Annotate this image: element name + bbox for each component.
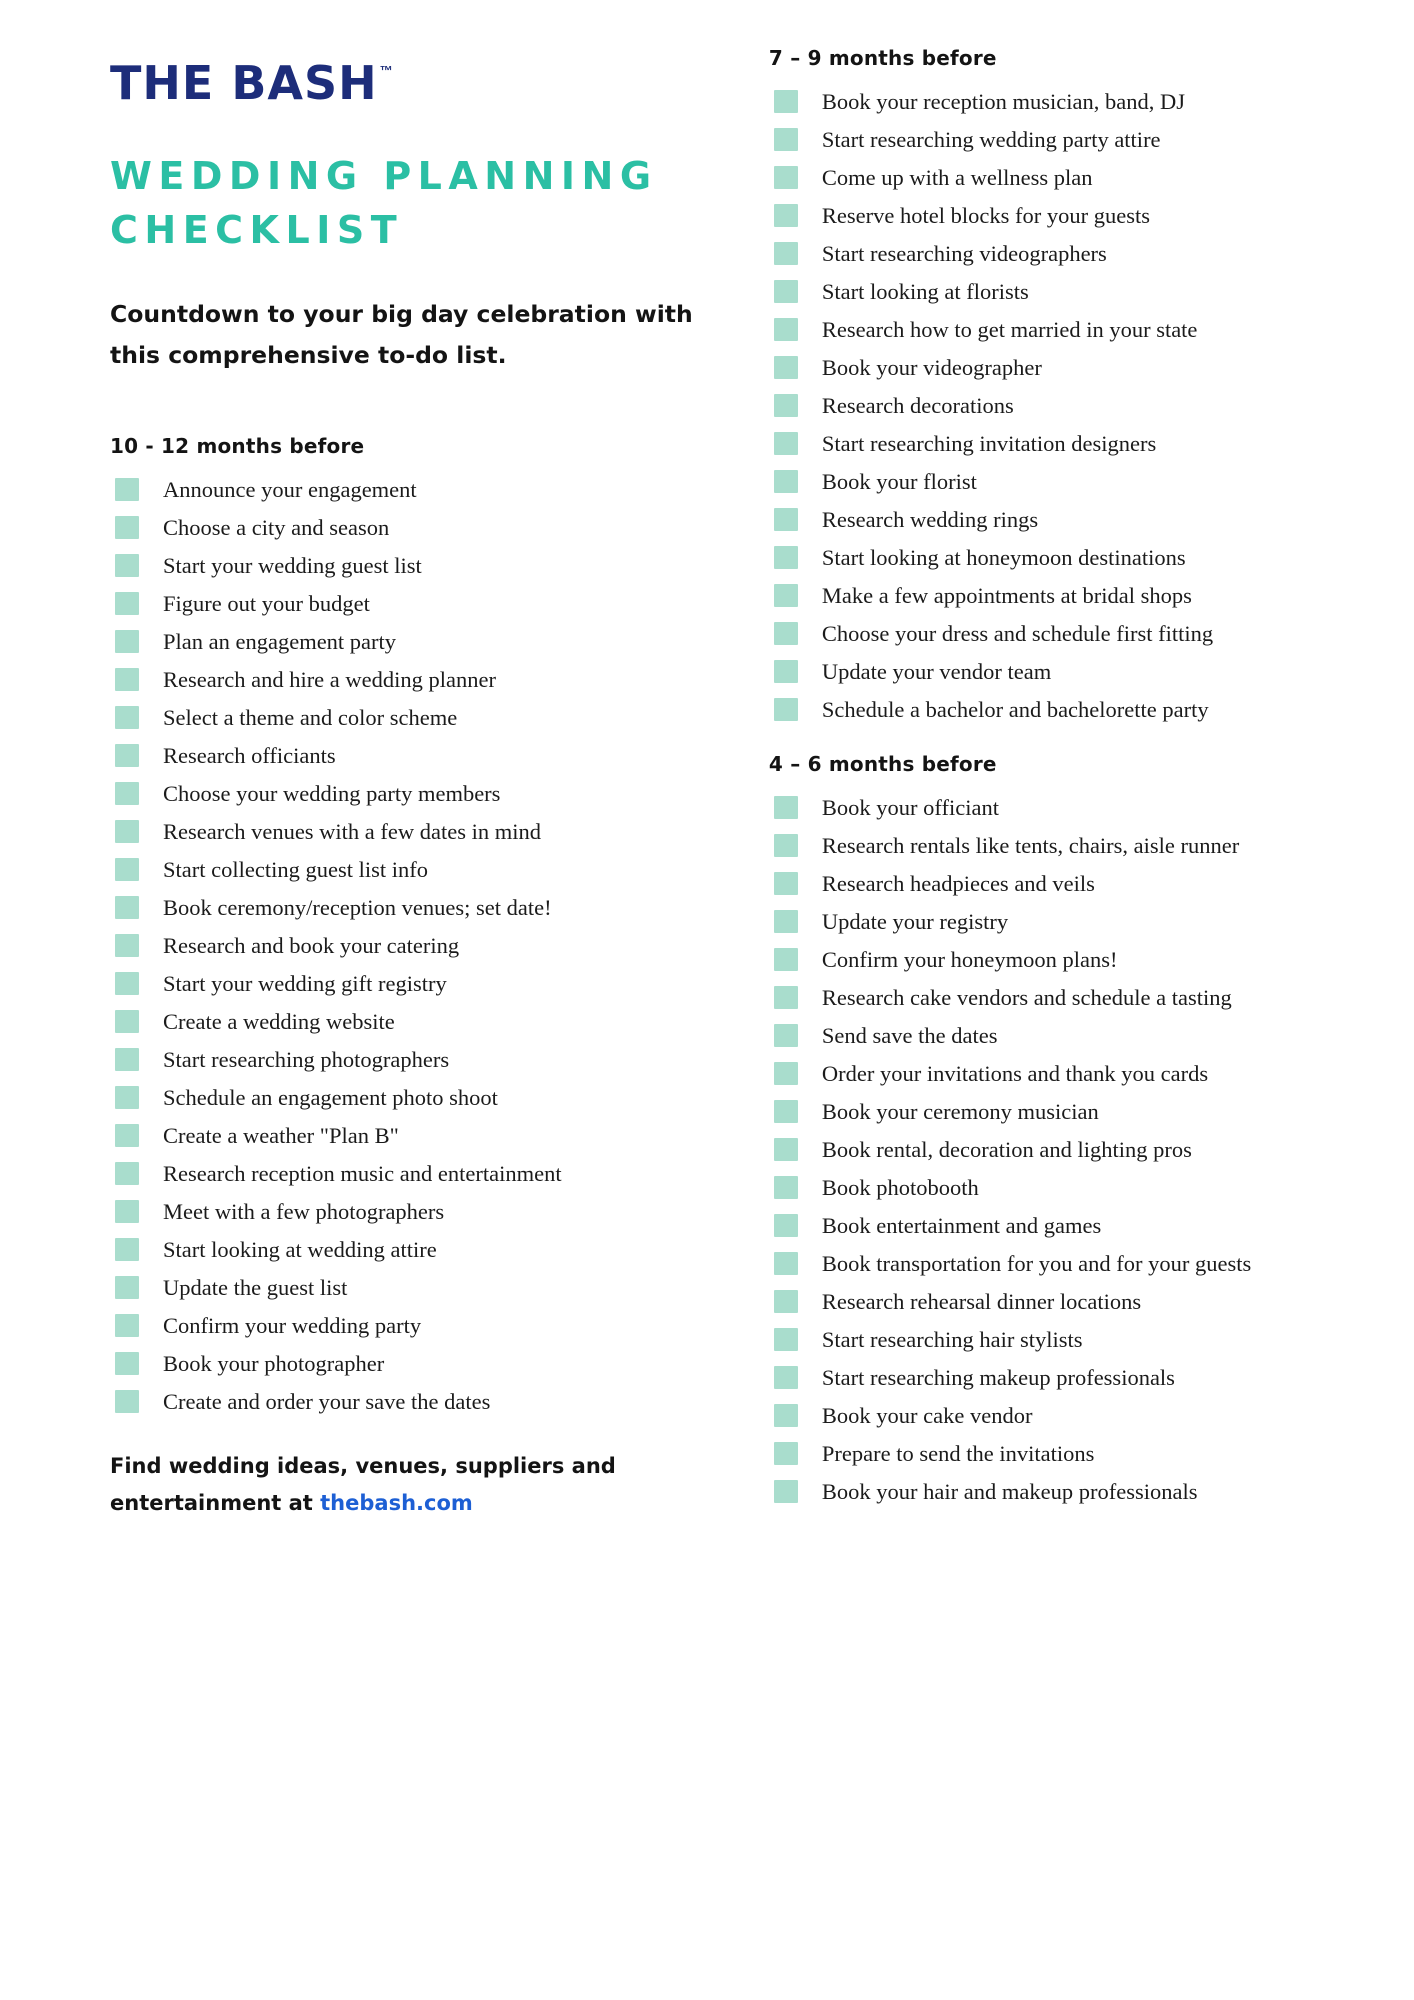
- checkbox-icon[interactable]: [774, 90, 798, 113]
- checklist-item-label: Start looking at wedding attire: [163, 1236, 437, 1262]
- checklist-item[interactable]: [110, 850, 739, 888]
- checkbox-icon[interactable]: [115, 1048, 139, 1071]
- checklist-item[interactable]: [110, 470, 739, 508]
- checkbox-icon[interactable]: [115, 1238, 139, 1261]
- checkbox-icon[interactable]: [115, 1314, 139, 1337]
- checkbox-icon[interactable]: [774, 470, 798, 493]
- checklist-item-label: Research rentals like tents, chairs, aisle runner: [821, 832, 1240, 858]
- checkbox-icon[interactable]: [774, 1290, 798, 1313]
- checklist-item[interactable]: [769, 538, 1354, 576]
- checklist-item[interactable]: [769, 652, 1354, 690]
- checklist-item[interactable]: [110, 1116, 739, 1154]
- checklist-item-label: Update your registry: [821, 908, 1009, 934]
- checklist-item-label: Research cake vendors and schedule a tasting: [821, 984, 1232, 1010]
- checkbox-icon[interactable]: [115, 1010, 139, 1033]
- checklist-item-label: Book rental, decoration and lighting pros: [821, 1136, 1192, 1162]
- checklist-item-label: Plan an engagement party: [163, 628, 397, 654]
- checklist-item[interactable]: [769, 576, 1354, 614]
- checklist-item[interactable]: [769, 424, 1354, 462]
- checkbox-icon[interactable]: [774, 986, 798, 1009]
- checkbox-icon[interactable]: [774, 242, 798, 265]
- checklist-item-label: Create a wedding website: [163, 1008, 395, 1034]
- checklist-item[interactable]: [110, 1192, 739, 1230]
- checkbox-icon[interactable]: [115, 782, 139, 805]
- checklist-item[interactable]: [769, 1282, 1354, 1320]
- checklist-item-label: Book ceremony/reception venues; set date!: [163, 894, 552, 920]
- checklist-item[interactable]: [769, 1396, 1354, 1434]
- checklist-item-label: Confirm your honeymoon plans!: [821, 946, 1118, 972]
- checklist-item-label: Book your reception musician, band, DJ: [821, 88, 1185, 114]
- checklist-item[interactable]: [769, 978, 1354, 1016]
- checklist-item[interactable]: [110, 888, 739, 926]
- checkbox-icon[interactable]: [774, 1100, 798, 1123]
- checklist-item[interactable]: [769, 1244, 1354, 1282]
- checkbox-icon[interactable]: [115, 1124, 139, 1147]
- checkbox-icon[interactable]: [774, 432, 798, 455]
- checklist-item[interactable]: [769, 1434, 1354, 1472]
- checklist-item[interactable]: [110, 698, 739, 736]
- checkbox-icon[interactable]: [115, 630, 139, 653]
- checkbox-icon[interactable]: [774, 910, 798, 933]
- checklist-item-label: Prepare to send the invitations: [821, 1440, 1095, 1466]
- checkbox-icon[interactable]: [774, 948, 798, 971]
- checkbox-icon[interactable]: [115, 972, 139, 995]
- checkbox-icon[interactable]: [774, 834, 798, 857]
- checklist-item[interactable]: [769, 1016, 1354, 1054]
- checkbox-icon[interactable]: [774, 584, 798, 607]
- checklist-item[interactable]: [769, 1130, 1354, 1168]
- checklist-item-label: Start researching makeup professionals: [821, 1364, 1175, 1390]
- checklist-item[interactable]: [110, 812, 739, 850]
- checklist-item[interactable]: [110, 1268, 739, 1306]
- checkbox-icon[interactable]: [774, 698, 798, 721]
- checklist-item[interactable]: [769, 1054, 1354, 1092]
- section-heading-10-12-months: 10 - 12 months before: [110, 434, 365, 459]
- checklist-item-label: Start your wedding gift registry: [163, 970, 447, 996]
- checkbox-icon[interactable]: [115, 1276, 139, 1299]
- checklist-item[interactable]: [769, 348, 1354, 386]
- checklist-item[interactable]: [769, 614, 1354, 652]
- checkbox-icon[interactable]: [774, 318, 798, 341]
- checklist-item-label: Create a weather "Plan B": [163, 1122, 399, 1148]
- checklist-item-label: Create and order your save the dates: [163, 1388, 491, 1414]
- checkbox-icon[interactable]: [774, 1328, 798, 1351]
- checkbox-icon[interactable]: [774, 1404, 798, 1427]
- checklist-item-label: Choose a city and season: [163, 514, 390, 540]
- checkbox-icon[interactable]: [774, 356, 798, 379]
- checklist-item-label: Update the guest list: [163, 1274, 348, 1300]
- checklist-4-6-months: [769, 788, 1354, 1510]
- checklist-item[interactable]: [769, 690, 1354, 728]
- checklist-item[interactable]: [110, 1040, 739, 1078]
- checkbox-icon[interactable]: [115, 820, 139, 843]
- checklist-item[interactable]: [769, 1320, 1354, 1358]
- checklist-item-label: Book your photographer: [163, 1350, 385, 1376]
- checklist-item-label: Book your officiant: [821, 794, 999, 820]
- checklist-item[interactable]: [769, 940, 1354, 978]
- checkbox-icon[interactable]: [115, 1352, 139, 1375]
- checklist-item-label: Research decorations: [821, 392, 1014, 418]
- page-title: WEDDING PLANNING CHECKLIST: [110, 154, 658, 252]
- checklist-item-label: Research wedding rings: [821, 506, 1039, 532]
- checklist-item[interactable]: [110, 584, 739, 622]
- checkbox-icon[interactable]: [115, 1086, 139, 1109]
- checklist-item[interactable]: [769, 234, 1354, 272]
- checkbox-icon[interactable]: [774, 280, 798, 303]
- checkbox-icon[interactable]: [115, 706, 139, 729]
- checklist-item-label: Make a few appointments at bridal shops: [821, 582, 1192, 608]
- checklist-item-label: Send save the dates: [821, 1022, 998, 1048]
- checklist-item-label: Start researching videographers: [821, 240, 1107, 266]
- checkbox-icon[interactable]: [115, 934, 139, 957]
- checkbox-icon[interactable]: [774, 394, 798, 417]
- checklist-item[interactable]: [110, 1078, 739, 1116]
- checkbox-icon[interactable]: [774, 872, 798, 895]
- checklist-item-label: Start your wedding guest list: [163, 552, 422, 578]
- checkbox-icon[interactable]: [774, 546, 798, 569]
- checklist-item-label: Meet with a few photographers: [163, 1198, 445, 1224]
- brand-logo[interactable]: [110, 56, 739, 110]
- checklist-item-label: Book entertainment and games: [821, 1212, 1102, 1238]
- checklist-item-label: Schedule an engagement photo shoot: [163, 1084, 498, 1110]
- checklist-item-label: Announce your engagement: [163, 476, 417, 502]
- checklist-item-label: Reserve hotel blocks for your guests: [821, 202, 1150, 228]
- checklist-7-9-months: [769, 82, 1354, 728]
- checklist-item[interactable]: [769, 1472, 1354, 1510]
- checklist-item[interactable]: [769, 272, 1354, 310]
- checklist-item[interactable]: [110, 774, 739, 812]
- checkbox-icon[interactable]: [774, 1366, 798, 1389]
- checklist-item[interactable]: [769, 1206, 1354, 1244]
- checklist-item[interactable]: [110, 964, 739, 1002]
- checkbox-icon[interactable]: [115, 516, 139, 539]
- checkbox-icon[interactable]: [774, 796, 798, 819]
- checkbox-icon[interactable]: [774, 1062, 798, 1085]
- checklist-item-label: Research reception music and entertainment: [163, 1160, 562, 1186]
- checklist-item[interactable]: [110, 1230, 739, 1268]
- checklist-item[interactable]: [769, 788, 1354, 826]
- checklist-item-label: Choose your dress and schedule first fitting: [821, 620, 1214, 646]
- section-heading-7-9-months: 7 – 9 months before: [768, 46, 997, 70]
- checklist-item[interactable]: [769, 462, 1354, 500]
- checkbox-icon[interactable]: [115, 896, 139, 919]
- checklist-item-label: Book your cake vendor: [821, 1402, 1033, 1428]
- checklist-item[interactable]: [110, 508, 739, 546]
- footer-note: [110, 1448, 710, 1522]
- checkbox-icon[interactable]: [774, 1480, 798, 1503]
- checklist-item-label: Select a theme and color scheme: [163, 704, 458, 730]
- checklist-item[interactable]: [110, 1154, 739, 1192]
- checklist-item[interactable]: [769, 864, 1354, 902]
- checklist-item-label: Book your ceremony musician: [821, 1098, 1099, 1124]
- checklist-item-label: Book transportation for you and for your guests: [821, 1250, 1252, 1276]
- checklist-item[interactable]: [769, 826, 1354, 864]
- checklist-item[interactable]: [769, 500, 1354, 538]
- checklist-item-label: Order your invitations and thank you cards: [821, 1060, 1209, 1086]
- checklist-item[interactable]: [769, 1168, 1354, 1206]
- checkbox-icon[interactable]: [774, 166, 798, 189]
- checkbox-icon[interactable]: [774, 622, 798, 645]
- checkbox-icon[interactable]: [774, 508, 798, 531]
- checklist-item-label: Research headpieces and veils: [821, 870, 1095, 896]
- checklist-item-label: Start looking at honeymoon destinations: [821, 544, 1186, 570]
- checklist-item-label: Book your videographer: [821, 354, 1042, 380]
- checklist-item-label: Research rehearsal dinner locations: [821, 1288, 1142, 1314]
- checkbox-icon[interactable]: [115, 858, 139, 881]
- checklist-item-label: Update your vendor team: [821, 658, 1052, 684]
- checklist-item[interactable]: [110, 1344, 739, 1382]
- checklist-item-label: Come up with a wellness plan: [821, 164, 1093, 190]
- checklist-item[interactable]: [769, 82, 1354, 120]
- checklist-item[interactable]: [769, 196, 1354, 234]
- checkbox-icon[interactable]: [115, 1200, 139, 1223]
- checkbox-icon[interactable]: [115, 744, 139, 767]
- right-column: [769, 46, 1354, 2000]
- checklist-item[interactable]: [110, 1382, 739, 1420]
- checkbox-icon[interactable]: [774, 1214, 798, 1237]
- checkbox-icon[interactable]: [774, 660, 798, 683]
- checkbox-icon[interactable]: [774, 1442, 798, 1465]
- left-column: [110, 46, 769, 2000]
- checkbox-icon[interactable]: [115, 668, 139, 691]
- thebash-link[interactable]: thebash.com: [320, 1490, 473, 1515]
- checkbox-icon[interactable]: [774, 204, 798, 227]
- checklist-item[interactable]: [110, 622, 739, 660]
- checkbox-icon[interactable]: [774, 1024, 798, 1047]
- checklist-item-label: Figure out your budget: [163, 590, 370, 616]
- checklist-10-12-months: [110, 470, 739, 1420]
- checklist-item[interactable]: [110, 736, 739, 774]
- checkbox-icon[interactable]: [115, 554, 139, 577]
- trademark-symbol: ™: [379, 63, 393, 78]
- checklist-item[interactable]: [769, 1358, 1354, 1396]
- checklist-item-label: Research venues with a few dates in mind: [163, 818, 542, 844]
- checkbox-icon[interactable]: [115, 1390, 139, 1413]
- checkbox-icon[interactable]: [774, 1252, 798, 1275]
- checkbox-icon[interactable]: [774, 1138, 798, 1161]
- checklist-item[interactable]: [110, 1002, 739, 1040]
- checklist-item[interactable]: [769, 158, 1354, 196]
- checklist-item-label: Start researching wedding party attire: [821, 126, 1161, 152]
- checklist-item[interactable]: [769, 902, 1354, 940]
- checklist-item-label: Choose your wedding party members: [163, 780, 501, 806]
- section-heading-4-6-months: 4 – 6 months before: [768, 752, 997, 776]
- checklist-item-label: Book your hair and makeup professionals: [821, 1478, 1198, 1504]
- logo-text: THE BASH: [110, 56, 378, 110]
- checklist-item[interactable]: [769, 310, 1354, 348]
- checklist-item-label: Research officiants: [163, 742, 336, 768]
- checklist-item-label: Start looking at florists: [821, 278, 1029, 304]
- checklist-item-label: Start collecting guest list info: [163, 856, 428, 882]
- checklist-item[interactable]: [769, 120, 1354, 158]
- checklist-item-label: Confirm your wedding party: [163, 1312, 422, 1338]
- checklist-item-label: Start researching invitation designers: [821, 430, 1157, 456]
- checklist-item-label: Start researching photographers: [163, 1046, 450, 1072]
- checklist-item-label: Book your florist: [821, 468, 977, 494]
- checkbox-icon[interactable]: [774, 1176, 798, 1199]
- checklist-item[interactable]: [110, 660, 739, 698]
- checklist-item-label: Research how to get married in your state: [821, 316, 1198, 342]
- footer-text: Find wedding ideas, venues, suppliers and entertainment at: [110, 1454, 616, 1515]
- checklist-item-label: Research and book your catering: [163, 932, 460, 958]
- checklist-item-label: Research and hire a wedding planner: [163, 666, 496, 692]
- checklist-item[interactable]: [769, 386, 1354, 424]
- checklist-item[interactable]: [769, 1092, 1354, 1130]
- checkbox-icon[interactable]: [115, 478, 139, 501]
- checkbox-icon[interactable]: [115, 592, 139, 615]
- checklist-item-label: Schedule a bachelor and bachelorette party: [821, 696, 1209, 722]
- checklist-item-label: Start researching hair stylists: [821, 1326, 1083, 1352]
- checklist-item[interactable]: [110, 546, 739, 584]
- checkbox-icon[interactable]: [115, 1162, 139, 1185]
- checklist-item-label: Book photobooth: [821, 1174, 979, 1200]
- checklist-item[interactable]: [110, 1306, 739, 1344]
- checklist-item[interactable]: [110, 926, 739, 964]
- checkbox-icon[interactable]: [774, 128, 798, 151]
- page-subtitle: Countdown to your big day celebration with this comprehensive to-do list.: [110, 299, 693, 370]
